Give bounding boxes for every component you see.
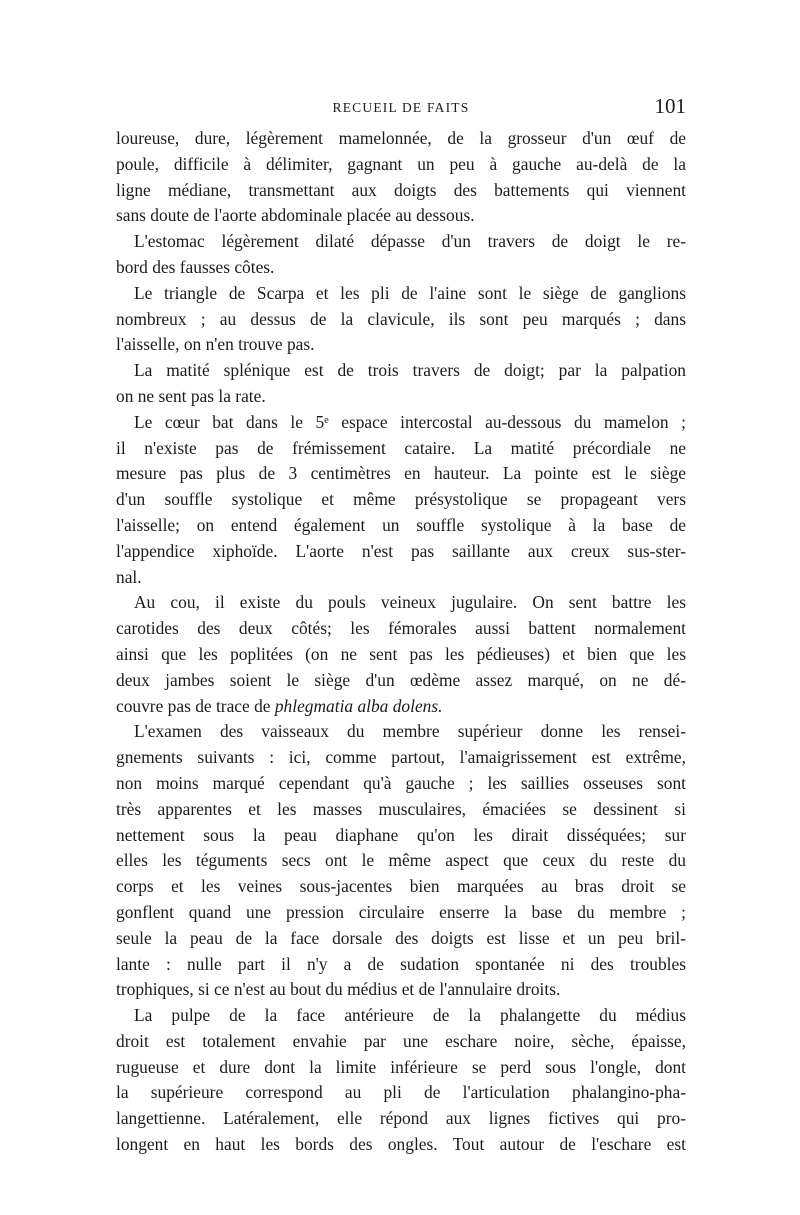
text-line: ligne médiane, transmettant aux doigts des battements qui viennent [116,179,686,200]
text-line: ainsi que les poplitées (on ne sent pas les pédieuses) et bien que les [116,643,686,664]
text-line: elles les téguments secs ont le même aspect que ceux du reste du [116,850,686,871]
text-line: langettienne. Latéralement, elle répond aux lignes fictives qui pro- [116,1108,686,1129]
text-line: l'aisselle, on n'en trouve pas. [116,334,315,355]
text-line [116,694,686,720]
text-line: sans doute de l'aorte abdominale placée au dessous. [116,205,475,226]
text-line: mesure pas plus de 3 centimètres en hauteur. La pointe est le siège [116,463,686,484]
body-text [116,126,686,1158]
text-line: lante : nulle part il n'y a de sudation spontanée ni des troubles [116,953,686,974]
text-line: corps et les veines sous-jacentes bien marquées au bras droit se [116,876,686,897]
text-line: rugueuse et dure dont la limite inférieure se perd sous l'ongle, dont [116,1056,686,1077]
text-line: nal. [116,566,142,587]
running-title: RECUEIL DE FAITS [332,100,470,115]
text-line: bord des fausses côtes. [116,256,275,277]
text-line: L'examen des vaisseaux du membre supérieur donne les rensei- [134,721,686,742]
text-line: l'appendice xiphoïde. L'aorte n'est pas saillante aux creux sus-ster- [116,540,686,561]
text-line: très apparentes et les masses musculaires, émaciées se dessinent si [116,798,686,819]
page-number: 101 [654,94,686,118]
text-line: l'aisselle; on entend également un souffle systolique à la base de [116,514,686,535]
text-line: Le cœur bat dans le 5ᵉ espace intercostal au-dessous du mamelon ; [134,411,686,432]
text-line: seule la peau de la face dorsale des doigts est lisse et un peu bril- [116,927,686,948]
page-header [116,94,686,124]
text-line: La pulpe de la face antérieure de la phalangette du médius [134,1005,686,1026]
text-segment: couvre pas de trace de [116,695,271,716]
text-line: il n'existe pas de frémissement cataire. La matité précordiale ne [116,437,686,458]
text-line: on ne sent pas la rate. [116,385,266,406]
text-line: loureuse, dure, légèrement mamelonnée, de la grosseur d'un œuf de [116,128,686,148]
italic-term: phlegmatia alba dolens. [274,695,443,716]
text-line: Le triangle de Scarpa et les pli de l'aine sont le siège de ganglions [134,282,686,303]
text-line: L'estomac légèrement dilaté dépasse d'un travers de doigt le re- [134,231,686,252]
text-line: poule, difficile à délimiter, gagnant un peu à gauche au-delà de la [116,153,686,174]
text-line: gnements suivants : ici, comme partout, l'amaigrissement est extrême, [116,747,686,768]
text-line: nombreux ; au dessus de la clavicule, ils sont peu marqués ; dans [116,308,686,329]
text-line: La matité splénique est de trois travers de doigt; par la palpation [134,360,686,381]
text-line: Au cou, il existe du pouls veineux jugulaire. On sent battre les [134,592,686,613]
text-line: trophiques, si ce n'est au bout du médius et de l'annulaire droits. [116,979,561,1000]
text-line: deux jambes soient le siège d'un œdème assez marqué, on ne dé- [116,669,686,690]
text-line: nettement sous la peau diaphane qu'on les dirait disséquées; sur [116,824,686,845]
text-line: carotides des deux côtés; les fémorales aussi battent normalement [116,618,686,639]
text-line: longent en haut les bords des ongles. Tout autour de l'eschare est [116,1134,686,1155]
text-line: non moins marqué cependant qu'à gauche ; les saillies osseuses sont [116,772,686,793]
text-line: d'un souffle systolique et même présystolique se propageant vers [116,489,686,510]
text-line: la supérieure correspond au pli de l'articulation phalangino-pha- [116,1082,686,1103]
text-line: droit est totalement envahie par une eschare noire, sèche, épaisse, [116,1030,686,1051]
text-line: gonflent quand une pression circulaire enserre la base du membre ; [116,901,686,922]
